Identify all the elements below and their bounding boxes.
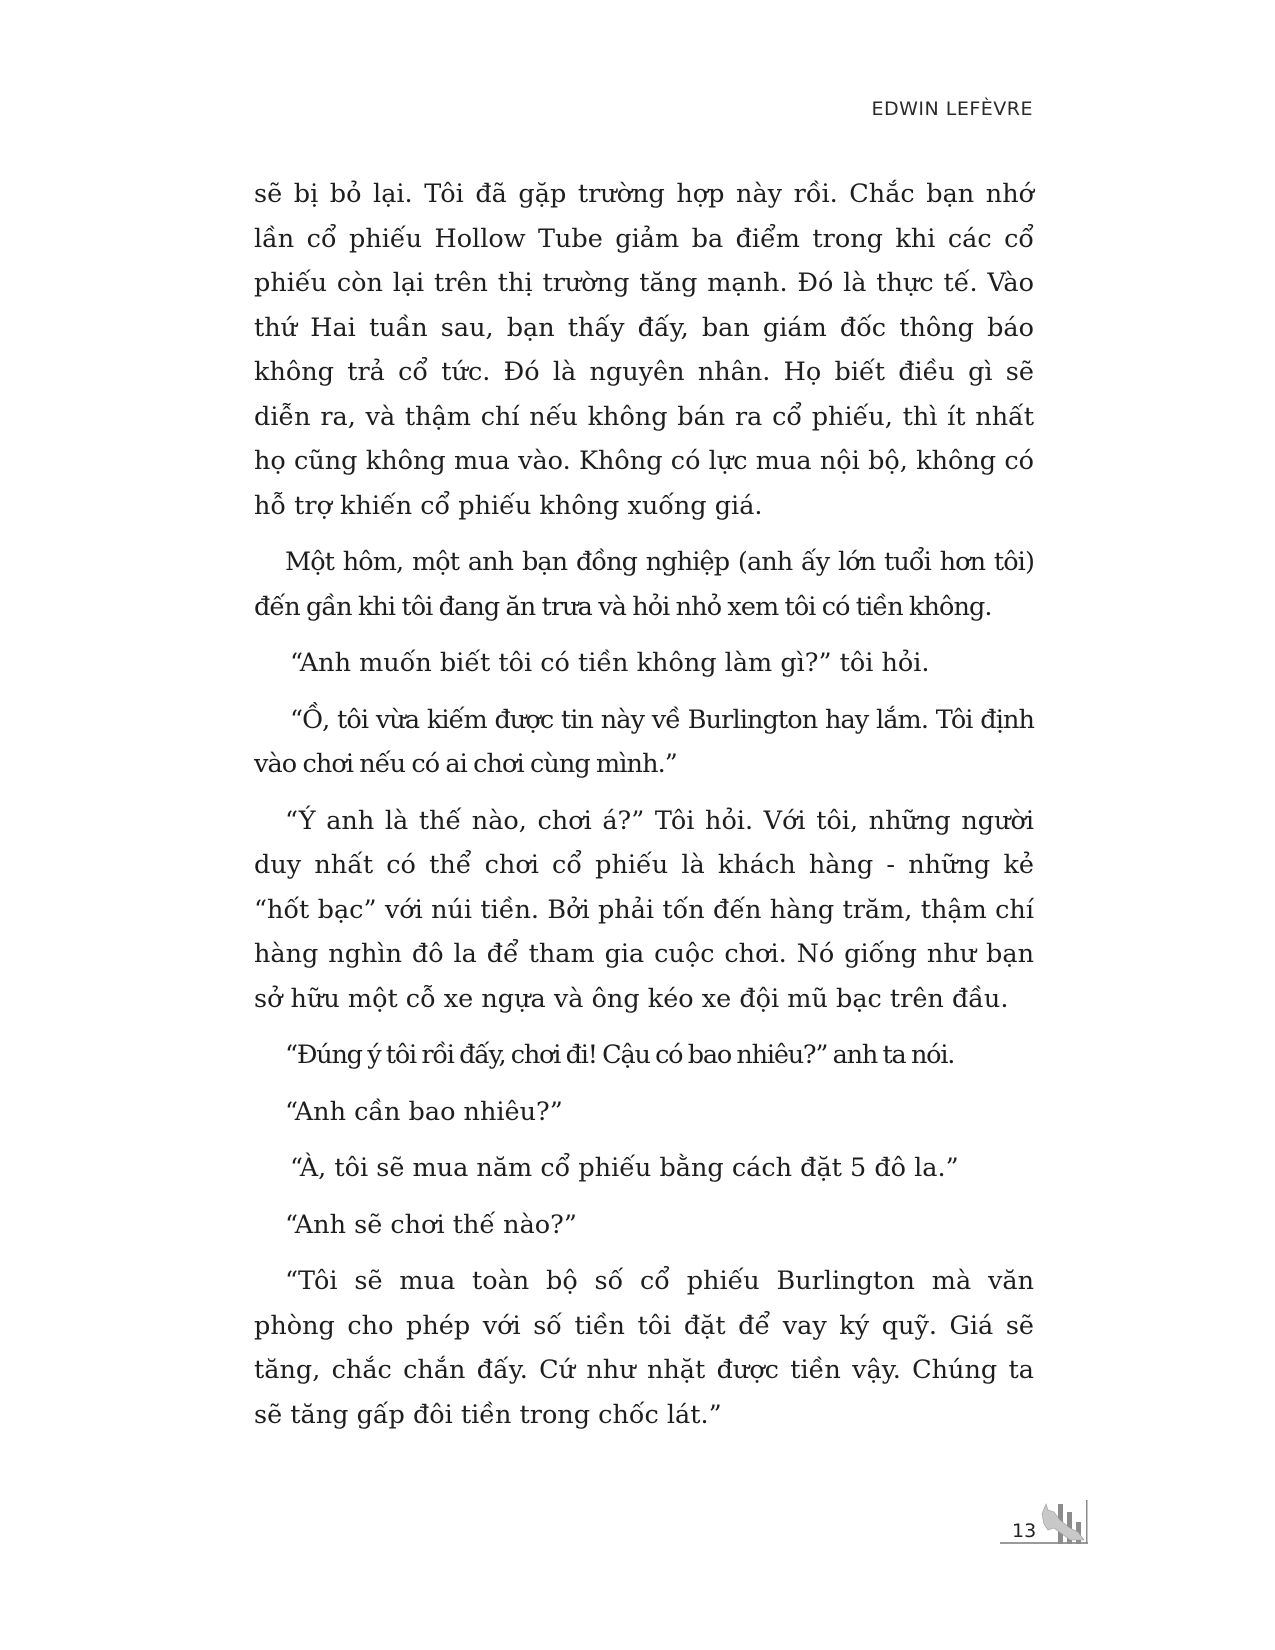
running-header: EDWIN LEFÈVRE: [871, 98, 1033, 120]
paragraph: “Đúng ý tôi rồi đấy, chơi đi! Cậu có bao nhiêu?” anh ta nói.: [285, 1040, 955, 1070]
paragraph: “Ồ, tôi vừa kiếm được tin này về Burlington hay lắm. Tôi định vào chơi nếu có ai chơi cùng mình.”: [254, 704, 1034, 779]
paragraph: “Anh muốn biết tôi có tiền không làm gì?” tôi hỏi.: [290, 648, 930, 678]
paragraph: “Anh sẽ chơi thế nào?”: [285, 1209, 577, 1240]
paragraph: “Ý anh là thế nào, chơi á?” Tôi hỏi. Với tôi, những người duy nhất có thể chơi cổ phiếu là khách hàng - những kẻ “hốt bạc” với núi tiền. Bởi phải tốn đến hàng trăm, thậm chí hàng nghìn đô la để tham gia cuộc chơi. Nó giống như bạn sở hữu một cỗ xe ngựa và ông kéo xe đội mũ bạc trên đầu.: [254, 805, 1034, 1014]
page-footer: [990, 1492, 1100, 1552]
bull-chart-icon: [1040, 1500, 1090, 1544]
body-text: [254, 172, 1034, 1449]
paragraph: “Tôi sẽ mua toàn bộ số cổ phiếu Burlington mà văn phòng cho phép với số tiền tôi đặt để vay ký quỹ. Giá sẽ tăng, chắc chắn đấy. Cứ như nhặt được tiền vậy. Chúng ta sẽ tăng gấp đôi tiền trong chốc lát.”: [254, 1266, 1034, 1430]
paragraph: “Anh cần bao nhiêu?”: [285, 1096, 563, 1127]
page-number: 13: [1012, 1520, 1037, 1542]
paragraph: “À, tôi sẽ mua năm cổ phiếu bằng cách đặt 5 đô la.”: [290, 1153, 959, 1183]
paragraph: Một hôm, một anh bạn đồng nghiệp (anh ấy lớn tuổi hơn tôi) đến gần khi tôi đang ăn trưa và hỏi nhỏ xem tôi có tiền không.: [254, 547, 1034, 622]
paragraph: sẽ bị bỏ lại. Tôi đã gặp trường hợp này rồi. Chắc bạn nhớ lần cổ phiếu Hollow Tube giảm ba điểm trong khi các cổ phiếu còn lại trên thị trường tăng mạnh. Đó là thực tế. Vào thứ Hai tuần sau, bạn thấy đấy, ban giám đốc thông báo không trả cổ tức. Đó là nguyên nhân. Họ biết điều gì sẽ diễn ra, và thậm chí nếu không bán ra cổ phiếu, thì ít nhất họ cũng không mua vào. Không có lực mua nội bộ, không có hỗ trợ khiến cổ phiếu không xuống giá.: [254, 179, 1034, 521]
